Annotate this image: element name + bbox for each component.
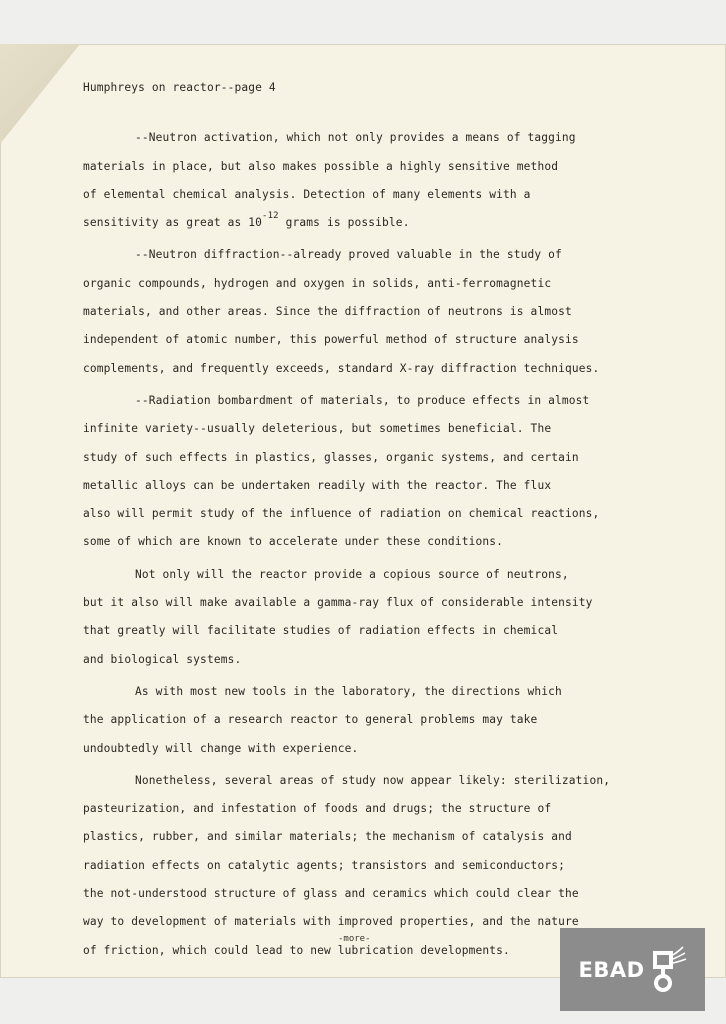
text-line: pasteurization, and infestation of foods and drugs; the structure of xyxy=(83,802,552,816)
text-line: radiation effects on catalytic agents; transistors and semiconductors; xyxy=(83,858,565,872)
text-line: also will permit study of the influence of radiation on chemical reactions, xyxy=(83,507,600,521)
text-line: undoubtedly will change with experience. xyxy=(83,741,359,755)
text-line: of elemental chemical analysis. Detection of many elements with a xyxy=(83,187,531,201)
text-line: metallic alloys can be undertaken readily with the reactor. The flux xyxy=(83,478,552,492)
text-line: materials, and other areas. Since the diffraction of neutrons is almost xyxy=(83,305,572,319)
text-line: that greatly will facilitate studies of radiation effects in chemical xyxy=(83,624,559,638)
text-line: the not-understood structure of glass and ceramics which could clear the xyxy=(83,887,579,901)
text-line: some of which are known to accelerate under these conditions. xyxy=(83,535,504,549)
text-line: the application of a research reactor to general problems may take xyxy=(83,713,538,727)
paragraph xyxy=(83,561,643,674)
text-line: independent of atomic number, this powerful method of structure analysis xyxy=(83,333,579,347)
more-marker: -more- xyxy=(338,934,371,944)
line-text: sensitivity as great as 10 xyxy=(83,216,263,230)
text-line: infinite variety--usually deleterious, but sometimes beneficial. The xyxy=(83,422,552,436)
paragraph xyxy=(83,387,643,557)
text-line: organic compounds, hydrogen and oxygen in solids, anti-ferromagnetic xyxy=(83,276,552,290)
text-line: As with most new tools in the laboratory, the directions which xyxy=(135,684,562,698)
text-line: plastics, rubber, and similar materials; the mechanism of catalysis and xyxy=(83,830,572,844)
watermark-text: EBAD xyxy=(578,957,645,982)
text-line: Nonetheless, several areas of study now appear likely: sterilization, xyxy=(135,773,611,787)
text-line: --Radiation bombardment of materials, to produce effects in almost xyxy=(135,393,590,407)
text-line xyxy=(83,209,643,237)
text-line: study of such effects in plastics, glasses, organic systems, and certain xyxy=(83,450,579,464)
text-line: but it also will make available a gamma-ray flux of considerable intensity xyxy=(83,596,593,610)
text-line: --Neutron diffraction--already proved valuable in the study of xyxy=(135,248,562,262)
paragraph xyxy=(83,678,643,763)
paragraph xyxy=(83,124,643,237)
text-line: of friction, which could lead to new lubrication developments. xyxy=(83,943,510,957)
line-text: grams is possible. xyxy=(278,216,410,230)
exponent: -12 xyxy=(262,211,279,222)
document-body xyxy=(83,74,643,969)
paragraph xyxy=(83,241,643,382)
ebad-logo-icon xyxy=(651,945,687,995)
text-line: way to development of materials with improved properties, and the nature xyxy=(83,915,579,929)
paragraph-list xyxy=(83,124,643,965)
text-line: and biological systems. xyxy=(83,652,242,666)
text-line: --Neutron activation, which not only provides a means of tagging xyxy=(135,131,576,145)
text-line: materials in place, but also makes possible a highly sensitive method xyxy=(83,159,559,173)
ebad-watermark xyxy=(560,928,705,1011)
text-line: Not only will the reactor provide a copious source of neutrons, xyxy=(135,567,569,581)
text-line: complements, and frequently exceeds, standard X-ray diffraction techniques. xyxy=(83,361,600,375)
page-header: Humphreys on reactor--page 4 xyxy=(83,81,276,94)
